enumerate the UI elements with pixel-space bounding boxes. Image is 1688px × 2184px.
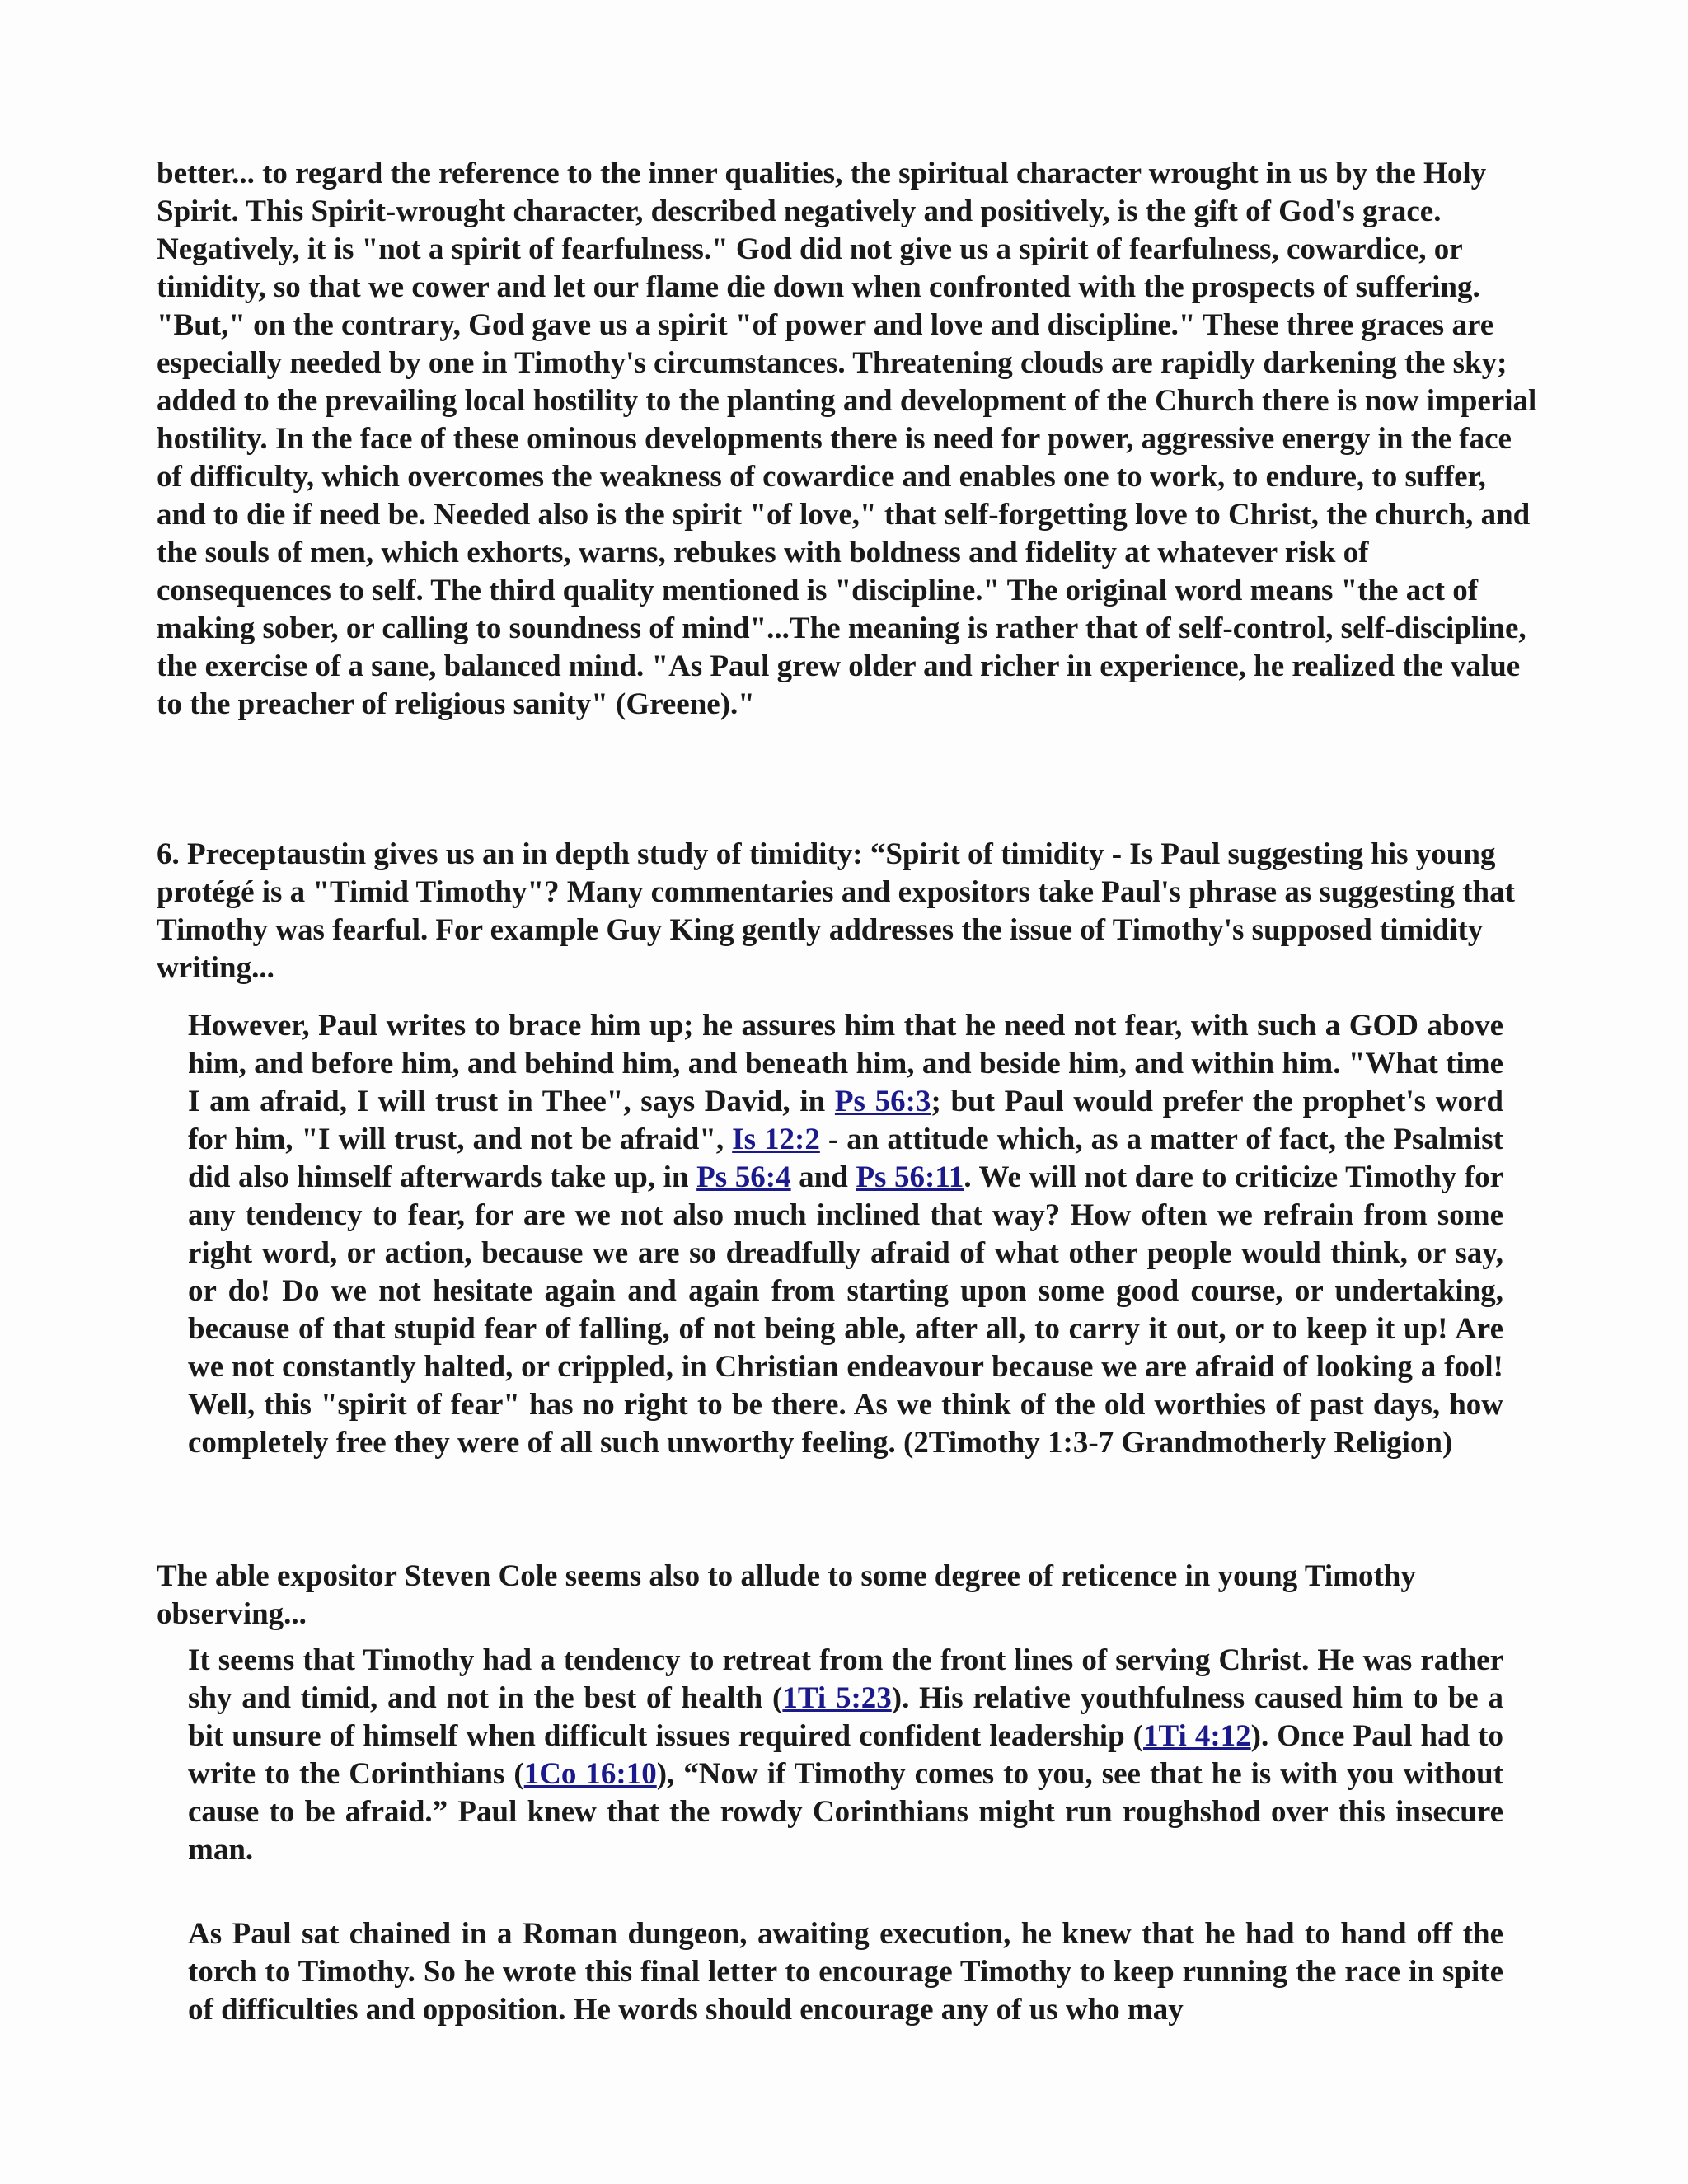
scripture-link-ps-56-11[interactable]: Ps 56:11 xyxy=(856,1160,964,1194)
quote-text: ; but Paul would prefer the prophet's word for him, "I will trust, and not be afraid", xyxy=(188,1085,1503,1156)
steven-cole-quote-continued: As Paul sat chained in a Roman dungeon, awaiting execution, he knew that he had to hand off the torch to Timothy. So he wrote this final letter to encourage Timothy to keep running the race in spite of difficulties and opposition. He words should encourage any of us who may xyxy=(188,1917,1503,2027)
quote-text: - an attitude which, as a matter of fact, the Psalmist did also himself afterwards take up, in xyxy=(188,1122,1503,1194)
quote-text: However, Paul writes to brace him up; he assures him that he need not fear, with such a GOD above him, and before him, and behind him, and beneath him, and beside him, and within him. "What time I am afraid, I will trust in Thee", says David, in xyxy=(188,1009,1503,1118)
scripture-link-ps-56-4[interactable]: Ps 56:4 xyxy=(696,1160,791,1194)
quote-text: ). Once Paul had to write to the Corinthians ( xyxy=(188,1719,1503,1791)
scripture-link-1ti-5-23[interactable]: 1Ti 5:23 xyxy=(782,1681,892,1715)
point-six-paragraph: 6. Preceptaustin gives us an in depth study of timidity: “Spirit of timidity - Is Paul suggesting his young protégé is a "Timid Timothy"? Many commentaries and expositors take Paul's phrase as suggesting that Timothy was fearful. For example Guy King gently addresses the issue of Timothy's supposed timidity writing... xyxy=(157,837,1515,985)
scripture-link-is-12-2[interactable]: Is 12:2 xyxy=(732,1122,820,1156)
quote-text: . We will not dare to criticize Timothy for any tendency to fear, for are we not also much inclined that way? How often we refrain from some right word, or action, because we are so dreadfully afraid of what other people would think, or say, or do! Do we not hesitate again and again from starting upon some good course, or undertaking, because of that stupid fear of falling, of not being able, after all, to carry it out, or to keep it up! Are we not constantly halted, or crippled, in Christian endeavour because we are afraid of looking a fool! Well, this "spirit of fear" has no right to be there. As we think of the old worthies of past days, how completely free they were of all such unworthy feeling. (2Timothy 1:3-7 Grandmotherly Religion) xyxy=(188,1160,1504,1460)
commentary-paragraph: better... to regard the reference to the inner qualities, the spiritual character wrought in us by the Holy Spirit. This Spirit-wrought character, described negatively and positively, is the gift of God's grace. Negatively, it is "not a spirit of fearfulness." God did not give us a spirit of fearfulness, cowardice, or timidity, so that we cower and let our flame die down when confronted with the prospects of suffering. "But," on the contrary, God gave us a spirit "of power and love and discipline." These three graces are especially needed by one in Timothy's circumstances. Threatening clouds are rapidly darkening the sky; added to the prevailing local hostility to the planting and development of the Church there is now imperial hostility. In the face of these ominous developments there is need for power, aggressive energy in the face of difficulty, which overcomes the weakness of cowardice and enables one to work, to endure, to suffer, and to die if need be. Needed also is the spirit "of love," that self-forgetting love to Christ, the church, and the souls of men, which exhorts, warns, rebukes with boldness and fidelity at whatever risk of consequences to self. The third quality mentioned is "discipline." The original word means "the act of making sober, or calling to soundness of mind"...The meaning is rather that of self-control, self-discipline, the exercise of a sane, balanced mind. "As Paul grew older and richer in experience, he realized the value to the preacher of religious sanity" (Greene)." xyxy=(157,157,1537,721)
steven-cole-quote xyxy=(188,1642,1503,1869)
quote-text: ), “Now if Timothy comes to you, see that he is with you without cause to be afraid.” Paul knew that the rowdy Corinthians might run roughshod over this insecure man. xyxy=(188,1757,1504,1867)
scripture-link-ps-56-3[interactable]: Ps 56:3 xyxy=(834,1085,931,1118)
quote-text: It seems that Timothy had a tendency to retreat from the front lines of serving Christ. He was rather shy and timid, and not in the best of health ( xyxy=(188,1643,1503,1715)
steven-cole-intro: The able expositor Steven Cole seems also to allude to some degree of reticence in young Timothy observing... xyxy=(157,1559,1416,1631)
scripture-link-1co-16-10[interactable]: 1Co 16:10 xyxy=(523,1757,657,1791)
quote-text: ). His relative youthfulness caused him to be a bit unsure of himself when difficult issues required confident leadership ( xyxy=(188,1681,1503,1753)
scripture-link-1ti-4-12[interactable]: 1Ti 4:12 xyxy=(1143,1719,1251,1753)
quote-text: and xyxy=(790,1160,856,1194)
guy-king-quote xyxy=(188,1007,1503,1462)
